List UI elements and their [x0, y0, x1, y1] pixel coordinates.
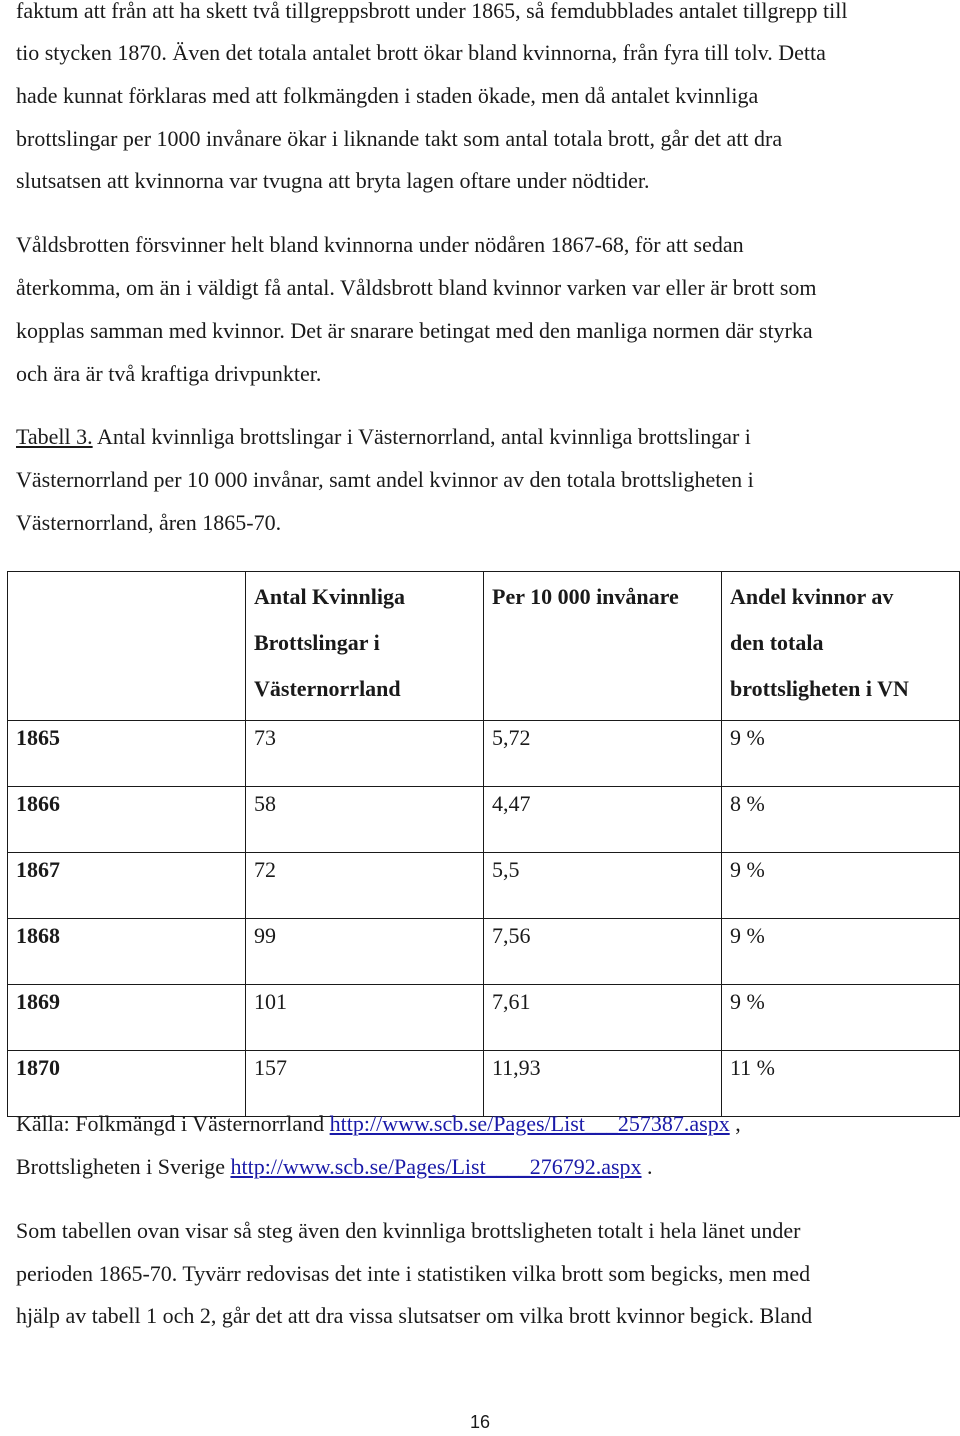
table-row [8, 721, 960, 787]
body-text-line: Som tabellen ovan visar så steg även den kvinnliga brottsligheten totalt i hela länet under [16, 1218, 801, 1243]
body-text-line: tio stycken 1870. Även det totala antalet brott ökar bland kvinnorna, från fyra till tolv. Detta [16, 40, 826, 65]
table-header-row [8, 572, 960, 721]
table-header-cell-per10k [484, 572, 722, 721]
source-link-population[interactable]: http://www.scb.se/Pages/List___257387.aspx [329, 1111, 730, 1136]
year-cell: 1869 [8, 985, 246, 1051]
year-cell: 1865 [8, 721, 246, 787]
source-suffix: . [641, 1154, 653, 1179]
table-row [8, 919, 960, 985]
count-cell: 101 [246, 985, 484, 1051]
source-prefix: Källa: Folkmängd i Västernorrland [16, 1111, 330, 1136]
table-row [8, 853, 960, 919]
per10k-cell: 5,72 [484, 721, 722, 787]
table-caption-label: Tabell 3. [16, 424, 93, 449]
year-cell: 1867 [8, 853, 246, 919]
table-caption-line: Västernorrland per 10 000 invånar, samt andel kvinnor av den totala brottsligheten i [16, 467, 754, 492]
statistics-table [7, 571, 960, 1117]
table-caption [16, 424, 751, 450]
body-text-line: återkomma, om än i väldigt få antal. Våldsbrott bland kvinnor varken var eller är brott som [16, 275, 817, 300]
body-text-line: perioden 1865-70. Tyvärr redovisas det inte i statistiken vilka brott som begicks, men med [16, 1261, 811, 1286]
table-caption-text: Antal kvinnliga brottslingar i Västernorrland, antal kvinnliga brottslingar i [92, 424, 751, 449]
body-text-line: hjälp av tabell 1 och 2, går det att dra vissa slutsatser om vilka brott kvinnor begick. Bland [16, 1303, 813, 1328]
share-cell: 11 % [722, 1051, 960, 1117]
share-cell: 9 % [722, 853, 960, 919]
count-cell: 157 [246, 1051, 484, 1117]
source-line [16, 1111, 741, 1137]
body-text-line: faktum att från att ha skett två tillgreppsbrott under 1865, så femdubblades antalet tillgrepp till [16, 0, 848, 23]
header-text-line: Andel kvinnor av [730, 584, 894, 609]
share-cell: 9 % [722, 985, 960, 1051]
source-prefix: Brottsligheten i Sverige [16, 1154, 231, 1179]
per10k-cell: 4,47 [484, 787, 722, 853]
table-row [8, 787, 960, 853]
table-row [8, 1051, 960, 1117]
body-text-line: brottslingar per 1000 invånare ökar i liknande takt som antal totala brott, går det att dra [16, 126, 783, 151]
table-header-cell-count [246, 572, 484, 721]
table-row [8, 985, 960, 1051]
count-cell: 58 [246, 787, 484, 853]
source-suffix: , [729, 1111, 741, 1136]
header-text-line: Antal Kvinnliga [254, 584, 405, 609]
header-text-line: den totala [730, 630, 824, 655]
count-cell: 99 [246, 919, 484, 985]
body-text-line: och ära är två kraftiga drivpunkter. [16, 361, 322, 386]
body-text-line: hade kunnat förklaras med att folkmängden i staden ökade, men då antalet kvinnliga [16, 83, 759, 108]
body-text-line: Våldsbrotten försvinner helt bland kvinnorna under nödåren 1867-68, för att sedan [16, 232, 744, 257]
source-line [16, 1154, 653, 1180]
table-header-cell-empty [8, 572, 246, 721]
header-text-line: Per 10 000 invånare [492, 584, 679, 609]
share-cell: 9 % [722, 721, 960, 787]
per10k-cell: 5,5 [484, 853, 722, 919]
year-cell: 1866 [8, 787, 246, 853]
year-cell: 1870 [8, 1051, 246, 1117]
table-caption-line: Västernorrland, åren 1865-70. [16, 510, 282, 535]
source-link-crime[interactable]: http://www.scb.se/Pages/List____276792.aspx [230, 1154, 642, 1179]
count-cell: 73 [246, 721, 484, 787]
per10k-cell: 7,61 [484, 985, 722, 1051]
per10k-cell: 11,93 [484, 1051, 722, 1117]
year-cell: 1868 [8, 919, 246, 985]
body-text-line: kopplas samman med kvinnor. Det är snarare betingat med den manliga normen där styrka [16, 318, 813, 343]
body-text-line: slutsatsen att kvinnorna var tvugna att bryta lagen oftare under nödtider. [16, 168, 650, 193]
share-cell: 9 % [722, 919, 960, 985]
page-number: 16 [469, 1412, 491, 1432]
count-cell: 72 [246, 853, 484, 919]
header-text-line: Västernorrland [254, 676, 401, 701]
header-text-line: Brottslingar i [254, 630, 380, 655]
header-text-line: brottsligheten i VN [730, 676, 909, 701]
share-cell: 8 % [722, 787, 960, 853]
per10k-cell: 7,56 [484, 919, 722, 985]
table-header-cell-share [722, 572, 960, 721]
